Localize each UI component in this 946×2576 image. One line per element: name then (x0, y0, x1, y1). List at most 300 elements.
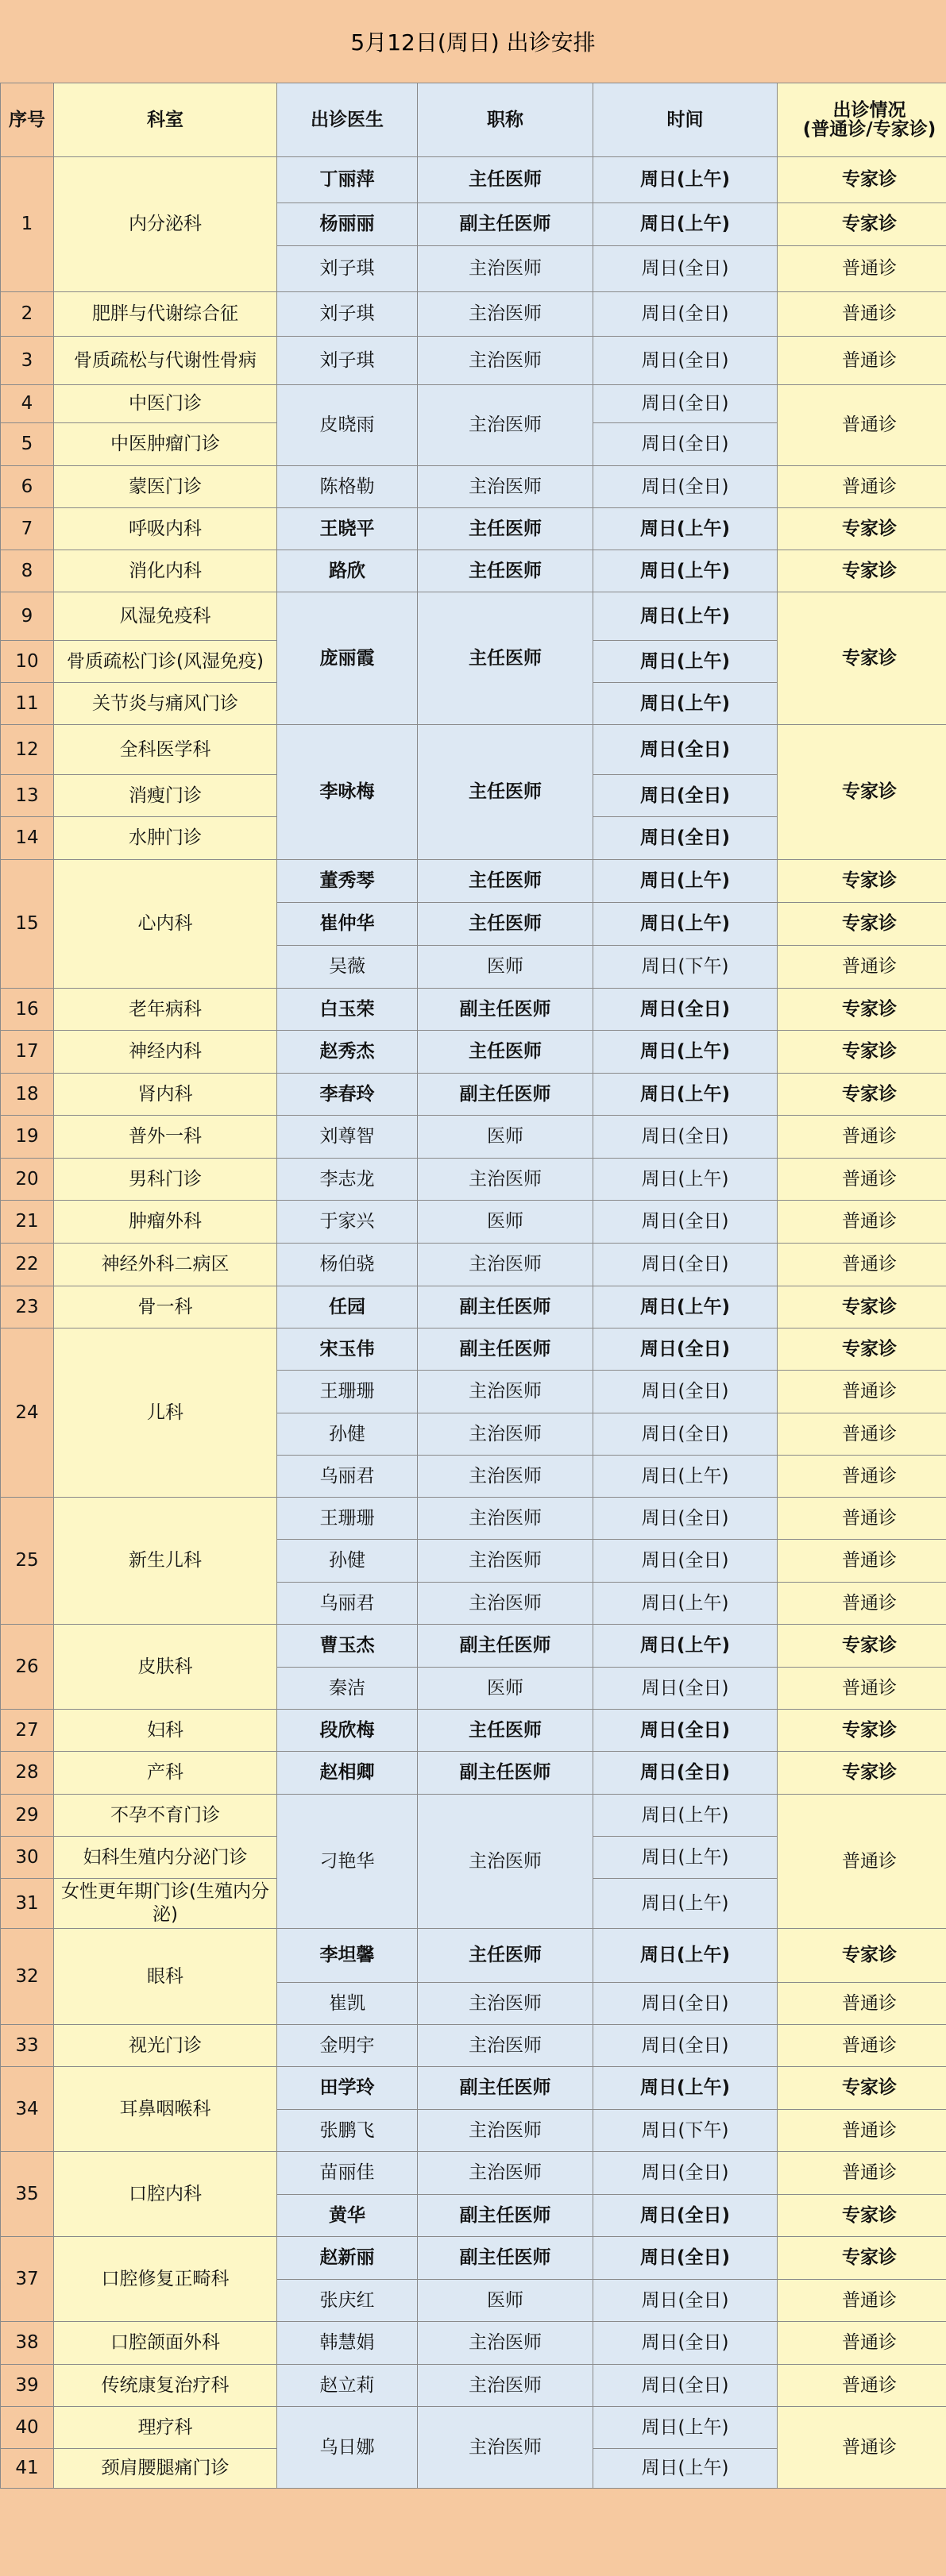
row-index: 39 (1, 2365, 54, 2407)
row-index: 12 (1, 725, 54, 775)
rank-cell: 主任医师 (418, 903, 593, 946)
department-cell: 神经外科二病区 (54, 1244, 277, 1286)
visit-type-cell: 普通诊 (778, 946, 946, 989)
rank-cell: 主治医师 (418, 1413, 593, 1456)
time-cell: 周日(上午) (593, 592, 778, 641)
rank-cell: 主治医师 (418, 385, 593, 466)
department-cell: 眼科 (54, 1929, 277, 2025)
header-doctor: 出诊医生 (277, 83, 418, 157)
rank-cell: 主治医师 (418, 2322, 593, 2365)
time-cell: 周日(全日) (593, 2322, 778, 2365)
time-cell: 周日(全日) (593, 1328, 778, 1371)
row-index: 31 (1, 1879, 54, 1929)
table-row (1, 1710, 946, 1752)
department-cell: 口腔修复正畸科 (54, 2237, 277, 2322)
doctor-cell: 孙健 (277, 1540, 418, 1583)
visit-type-cell: 普通诊 (778, 246, 946, 292)
row-index: 25 (1, 1498, 54, 1625)
rank-cell: 副主任医师 (418, 1074, 593, 1116)
time-cell: 周日(上午) (593, 1929, 778, 1983)
department-cell: 神经内科 (54, 1031, 277, 1074)
visit-type-cell: 普通诊 (778, 1159, 946, 1201)
row-index: 11 (1, 683, 54, 725)
table-row (1, 1286, 946, 1328)
department-cell: 传统康复治疗科 (54, 2365, 277, 2407)
header-visit-type-line1: 出诊情况 (832, 99, 906, 121)
rank-cell: 副主任医师 (418, 2067, 593, 2110)
doctor-cell: 李咏梅 (277, 725, 418, 860)
doctor-cell: 董秀琴 (277, 860, 418, 903)
visit-type-cell: 专家诊 (778, 725, 946, 860)
row-index: 40 (1, 2407, 54, 2449)
time-cell: 周日(全日) (593, 292, 778, 337)
header-visit-type (778, 83, 946, 157)
doctor-cell: 王珊珊 (277, 1498, 418, 1540)
department-cell: 产科 (54, 1752, 277, 1795)
doctor-cell: 赵秀杰 (277, 1031, 418, 1074)
table-row (1, 2365, 946, 2407)
time-cell: 周日(上午) (593, 860, 778, 903)
time-cell: 周日(上午) (593, 683, 778, 725)
doctor-cell: 曹玉杰 (277, 1625, 418, 1668)
visit-type-cell: 普通诊 (778, 1540, 946, 1583)
rank-cell: 主治医师 (418, 1795, 593, 1929)
time-cell: 周日(上午) (593, 1159, 778, 1201)
department-cell: 中医肿瘤门诊 (54, 423, 277, 466)
rank-cell: 主任医师 (418, 725, 593, 860)
department-cell: 颈肩腰腿痛门诊 (54, 2449, 277, 2489)
department-cell: 风湿免疫科 (54, 592, 277, 641)
visit-type-cell: 专家诊 (778, 1752, 946, 1795)
time-cell: 周日(上午) (593, 1625, 778, 1668)
rank-cell: 主任医师 (418, 508, 593, 550)
department-cell: 肾内科 (54, 1074, 277, 1116)
time-cell: 周日(上午) (593, 2449, 778, 2489)
rank-cell: 主治医师 (418, 1456, 593, 1498)
row-index: 1 (1, 157, 54, 292)
time-cell: 周日(全日) (593, 466, 778, 508)
time-cell: 周日(全日) (593, 989, 778, 1031)
department-cell: 男科门诊 (54, 1159, 277, 1201)
time-cell: 周日(下午) (593, 946, 778, 989)
department-cell: 新生儿科 (54, 1498, 277, 1625)
row-index: 21 (1, 1201, 54, 1244)
row-index: 23 (1, 1286, 54, 1328)
time-cell: 周日(上午) (593, 2067, 778, 2110)
table-row (1, 1074, 946, 1116)
doctor-cell: 苗丽佳 (277, 2152, 418, 2195)
doctor-cell: 段欣梅 (277, 1710, 418, 1752)
department-cell: 不孕不育门诊 (54, 1795, 277, 1837)
rank-cell: 主治医师 (418, 2152, 593, 2195)
visit-type-cell: 普通诊 (778, 1456, 946, 1498)
time-cell: 周日(上午) (593, 1456, 778, 1498)
row-index: 28 (1, 1752, 54, 1795)
table-row (1, 1625, 946, 1668)
department-cell: 水肿门诊 (54, 817, 277, 860)
time-cell: 周日(全日) (593, 1983, 778, 2025)
time-cell: 周日(全日) (593, 1498, 778, 1540)
time-cell: 周日(全日) (593, 423, 778, 466)
department-cell: 妇科生殖内分泌门诊 (54, 1837, 277, 1879)
doctor-cell: 丁丽萍 (277, 157, 418, 203)
doctor-cell: 乌日娜 (277, 2407, 418, 2489)
time-cell: 周日(上午) (593, 203, 778, 246)
doctor-cell: 金明宇 (277, 2025, 418, 2067)
department-cell: 口腔内科 (54, 2152, 277, 2237)
rank-cell: 主任医师 (418, 1031, 593, 1074)
table-row (1, 2407, 946, 2449)
rank-cell: 医师 (418, 1116, 593, 1159)
rank-cell: 主治医师 (418, 292, 593, 337)
visit-type-cell: 普通诊 (778, 385, 946, 466)
rank-cell: 主治医师 (418, 1540, 593, 1583)
table-row (1, 550, 946, 592)
row-index: 10 (1, 641, 54, 683)
time-cell: 周日(上午) (593, 1795, 778, 1837)
doctor-cell: 宋玉伟 (277, 1328, 418, 1371)
doctor-cell: 乌丽君 (277, 1583, 418, 1625)
rank-cell: 主治医师 (418, 1983, 593, 2025)
doctor-cell: 张鹏飞 (277, 2110, 418, 2152)
rank-cell: 主治医师 (418, 337, 593, 385)
visit-type-cell: 普通诊 (778, 2152, 946, 2195)
row-index: 7 (1, 508, 54, 550)
doctor-cell: 崔凯 (277, 1983, 418, 2025)
visit-type-cell: 普通诊 (778, 337, 946, 385)
doctor-cell: 任园 (277, 1286, 418, 1328)
department-cell: 中医门诊 (54, 385, 277, 423)
table-row (1, 860, 946, 903)
row-index: 16 (1, 989, 54, 1031)
doctor-cell: 刘子琪 (277, 246, 418, 292)
doctor-cell: 李春玲 (277, 1074, 418, 1116)
department-cell: 消化内科 (54, 550, 277, 592)
rank-cell: 副主任医师 (418, 1625, 593, 1668)
doctor-cell: 黄华 (277, 2195, 418, 2237)
time-cell: 周日(全日) (593, 2280, 778, 2322)
department-cell: 消瘦门诊 (54, 775, 277, 817)
row-index: 34 (1, 2067, 54, 2152)
department-cell: 肿瘤外科 (54, 1201, 277, 1244)
time-cell: 周日(全日) (593, 1244, 778, 1286)
visit-type-cell: 普通诊 (778, 1244, 946, 1286)
doctor-cell: 杨丽丽 (277, 203, 418, 246)
row-index: 14 (1, 817, 54, 860)
row-index: 9 (1, 592, 54, 641)
department-cell: 视光门诊 (54, 2025, 277, 2067)
row-index: 18 (1, 1074, 54, 1116)
row-index: 22 (1, 1244, 54, 1286)
table-row (1, 292, 946, 337)
time-cell: 周日(全日) (593, 1710, 778, 1752)
visit-type-cell: 普通诊 (778, 292, 946, 337)
time-cell: 周日(全日) (593, 2237, 778, 2280)
time-cell: 周日(上午) (593, 157, 778, 203)
time-cell: 周日(全日) (593, 1116, 778, 1159)
visit-type-cell: 普通诊 (778, 1583, 946, 1625)
visit-type-cell: 专家诊 (778, 203, 946, 246)
doctor-cell: 刘尊智 (277, 1116, 418, 1159)
visit-type-cell: 普通诊 (778, 1795, 946, 1929)
department-cell: 内分泌科 (54, 157, 277, 292)
visit-type-cell: 普通诊 (778, 1983, 946, 2025)
doctor-cell: 路欣 (277, 550, 418, 592)
time-cell: 周日(上午) (593, 903, 778, 946)
row-index: 19 (1, 1116, 54, 1159)
rank-cell: 主治医师 (418, 466, 593, 508)
doctor-cell: 崔仲华 (277, 903, 418, 946)
time-cell: 周日(全日) (593, 246, 778, 292)
rank-cell: 主治医师 (418, 2407, 593, 2489)
rank-cell: 副主任医师 (418, 203, 593, 246)
table-row (1, 2152, 946, 2195)
doctor-cell: 乌丽君 (277, 1456, 418, 1498)
time-cell: 周日(全日) (593, 817, 778, 860)
rank-cell: 主任医师 (418, 860, 593, 903)
row-index: 27 (1, 1710, 54, 1752)
rank-cell: 医师 (418, 1201, 593, 1244)
time-cell: 周日(上午) (593, 550, 778, 592)
visit-type-cell: 普通诊 (778, 1668, 946, 1710)
time-cell: 周日(全日) (593, 1540, 778, 1583)
visit-type-cell: 普通诊 (778, 1413, 946, 1456)
rank-cell: 主任医师 (418, 550, 593, 592)
row-index: 37 (1, 2237, 54, 2322)
row-index: 15 (1, 860, 54, 989)
doctor-cell: 吴薇 (277, 946, 418, 989)
table-row (1, 508, 946, 550)
rank-cell: 主任医师 (418, 157, 593, 203)
visit-type-cell: 专家诊 (778, 1929, 946, 1983)
time-cell: 周日(全日) (593, 775, 778, 817)
visit-type-cell: 专家诊 (778, 860, 946, 903)
department-cell: 蒙医门诊 (54, 466, 277, 508)
row-index: 41 (1, 2449, 54, 2489)
table-row (1, 1795, 946, 1837)
doctor-cell: 秦洁 (277, 1668, 418, 1710)
time-cell: 周日(全日) (593, 2025, 778, 2067)
doctor-cell: 孙健 (277, 1413, 418, 1456)
department-cell: 全科医学科 (54, 725, 277, 775)
time-cell: 周日(上午) (593, 508, 778, 550)
row-index: 29 (1, 1795, 54, 1837)
table-row (1, 2322, 946, 2365)
table-row (1, 466, 946, 508)
department-cell: 关节炎与痛风门诊 (54, 683, 277, 725)
time-cell: 周日(上午) (593, 1031, 778, 1074)
visit-type-cell: 普通诊 (778, 2025, 946, 2067)
department-cell: 老年病科 (54, 989, 277, 1031)
doctor-cell: 皮晓雨 (277, 385, 418, 466)
visit-type-cell: 普通诊 (778, 1201, 946, 1244)
row-index: 38 (1, 2322, 54, 2365)
table-row (1, 1498, 946, 1540)
rank-cell: 主治医师 (418, 1583, 593, 1625)
time-cell: 周日(全日) (593, 1668, 778, 1710)
rank-cell: 医师 (418, 946, 593, 989)
doctor-cell: 刁艳华 (277, 1795, 418, 1929)
department-cell: 儿科 (54, 1328, 277, 1498)
visit-type-cell: 专家诊 (778, 550, 946, 592)
row-index: 33 (1, 2025, 54, 2067)
time-cell: 周日(全日) (593, 385, 778, 423)
doctor-cell: 李志龙 (277, 1159, 418, 1201)
department-cell: 普外一科 (54, 1116, 277, 1159)
table-header-row (1, 83, 946, 157)
visit-type-cell: 专家诊 (778, 1710, 946, 1752)
doctor-cell: 王珊珊 (277, 1371, 418, 1413)
visit-type-cell: 普通诊 (778, 2280, 946, 2322)
row-index: 4 (1, 385, 54, 423)
visit-type-cell: 普通诊 (778, 1116, 946, 1159)
department-cell: 肥胖与代谢综合征 (54, 292, 277, 337)
rank-cell: 主治医师 (418, 1244, 593, 1286)
header-visit-type-line2: (普通诊/专家诊) (802, 119, 936, 140)
table-body (1, 157, 946, 2489)
doctor-cell: 庞丽霞 (277, 592, 418, 725)
visit-type-cell: 专家诊 (778, 989, 946, 1031)
time-cell: 周日(全日) (593, 1752, 778, 1795)
doctor-cell: 李坦馨 (277, 1929, 418, 1983)
department-cell: 理疗科 (54, 2407, 277, 2449)
rank-cell: 主任医师 (418, 592, 593, 725)
table-row (1, 725, 946, 775)
table-row (1, 1031, 946, 1074)
rank-cell: 副主任医师 (418, 1328, 593, 1371)
rank-cell: 主任医师 (418, 1929, 593, 1983)
table-row (1, 1328, 946, 1371)
row-index: 6 (1, 466, 54, 508)
rank-cell: 主治医师 (418, 1371, 593, 1413)
rank-cell: 主治医师 (418, 246, 593, 292)
schedule-table (0, 83, 946, 2489)
doctor-cell: 于家兴 (277, 1201, 418, 1244)
table-row (1, 157, 946, 203)
visit-type-cell: 普通诊 (778, 1371, 946, 1413)
table-row (1, 385, 946, 423)
rank-cell: 医师 (418, 1668, 593, 1710)
doctor-cell: 刘子琪 (277, 337, 418, 385)
visit-type-cell: 普通诊 (778, 1498, 946, 1540)
visit-type-cell: 专家诊 (778, 508, 946, 550)
doctor-cell: 田学玲 (277, 2067, 418, 2110)
department-cell: 口腔颌面外科 (54, 2322, 277, 2365)
time-cell: 周日(全日) (593, 725, 778, 775)
department-cell: 女性更年期门诊(生殖内分泌) (54, 1879, 277, 1929)
table-row (1, 2025, 946, 2067)
header-index: 序号 (1, 83, 54, 157)
visit-type-cell: 专家诊 (778, 157, 946, 203)
time-cell: 周日(上午) (593, 1286, 778, 1328)
table-row (1, 2067, 946, 2110)
time-cell: 周日(上午) (593, 1583, 778, 1625)
row-index: 17 (1, 1031, 54, 1074)
time-cell: 周日(上午) (593, 1837, 778, 1879)
rank-cell: 副主任医师 (418, 2237, 593, 2280)
rank-cell: 主治医师 (418, 1159, 593, 1201)
time-cell: 周日(下午) (593, 2110, 778, 2152)
visit-type-cell: 专家诊 (778, 1286, 946, 1328)
rank-cell: 主治医师 (418, 1498, 593, 1540)
rank-cell: 副主任医师 (418, 989, 593, 1031)
table-row (1, 1201, 946, 1244)
page-title: 5月12日(周日) 出诊安排 (0, 0, 946, 83)
time-cell: 周日(全日) (593, 337, 778, 385)
time-cell: 周日(全日) (593, 1413, 778, 1456)
rank-cell: 副主任医师 (418, 1286, 593, 1328)
row-index: 3 (1, 337, 54, 385)
visit-type-cell: 专家诊 (778, 2195, 946, 2237)
table-row (1, 989, 946, 1031)
rank-cell: 主任医师 (418, 1710, 593, 1752)
header-time: 时间 (593, 83, 778, 157)
time-cell: 周日(上午) (593, 1074, 778, 1116)
table-row (1, 2237, 946, 2280)
time-cell: 周日(上午) (593, 641, 778, 683)
visit-type-cell: 普通诊 (778, 2365, 946, 2407)
rank-cell: 医师 (418, 2280, 593, 2322)
doctor-cell: 赵新丽 (277, 2237, 418, 2280)
department-cell: 妇科 (54, 1710, 277, 1752)
rank-cell: 副主任医师 (418, 2195, 593, 2237)
row-index: 5 (1, 423, 54, 466)
department-cell: 骨质疏松门诊(风湿免疫) (54, 641, 277, 683)
time-cell: 周日(上午) (593, 1879, 778, 1929)
doctor-cell: 赵立莉 (277, 2365, 418, 2407)
table-row (1, 1244, 946, 1286)
visit-type-cell: 专家诊 (778, 2237, 946, 2280)
visit-type-cell: 专家诊 (778, 2067, 946, 2110)
time-cell: 周日(全日) (593, 1371, 778, 1413)
table-row (1, 1159, 946, 1201)
department-cell: 骨质疏松与代谢性骨病 (54, 337, 277, 385)
row-index: 35 (1, 2152, 54, 2237)
row-index: 13 (1, 775, 54, 817)
table-row (1, 1929, 946, 1983)
visit-type-cell: 专家诊 (778, 592, 946, 725)
visit-type-cell: 专家诊 (778, 903, 946, 946)
doctor-cell: 赵相卿 (277, 1752, 418, 1795)
department-cell: 心内科 (54, 860, 277, 989)
visit-type-cell: 普通诊 (778, 2110, 946, 2152)
visit-type-cell: 专家诊 (778, 1328, 946, 1371)
visit-type-cell: 专家诊 (778, 1625, 946, 1668)
row-index: 20 (1, 1159, 54, 1201)
doctor-cell: 白玉荣 (277, 989, 418, 1031)
department-cell: 骨一科 (54, 1286, 277, 1328)
visit-type-cell: 普通诊 (778, 2407, 946, 2489)
rank-cell: 主治医师 (418, 2365, 593, 2407)
department-cell: 皮肤科 (54, 1625, 277, 1710)
table-row (1, 337, 946, 385)
row-index: 30 (1, 1837, 54, 1879)
time-cell: 周日(全日) (593, 2365, 778, 2407)
doctor-cell: 陈格勒 (277, 466, 418, 508)
row-index: 24 (1, 1328, 54, 1498)
visit-type-cell: 普通诊 (778, 466, 946, 508)
doctor-cell: 张庆红 (277, 2280, 418, 2322)
row-index: 8 (1, 550, 54, 592)
row-index: 2 (1, 292, 54, 337)
doctor-cell: 刘子琪 (277, 292, 418, 337)
rank-cell: 主治医师 (418, 2110, 593, 2152)
visit-type-cell: 普通诊 (778, 2322, 946, 2365)
rank-cell: 副主任医师 (418, 1752, 593, 1795)
table-row (1, 1752, 946, 1795)
time-cell: 周日(全日) (593, 1201, 778, 1244)
doctor-cell: 王晓平 (277, 508, 418, 550)
